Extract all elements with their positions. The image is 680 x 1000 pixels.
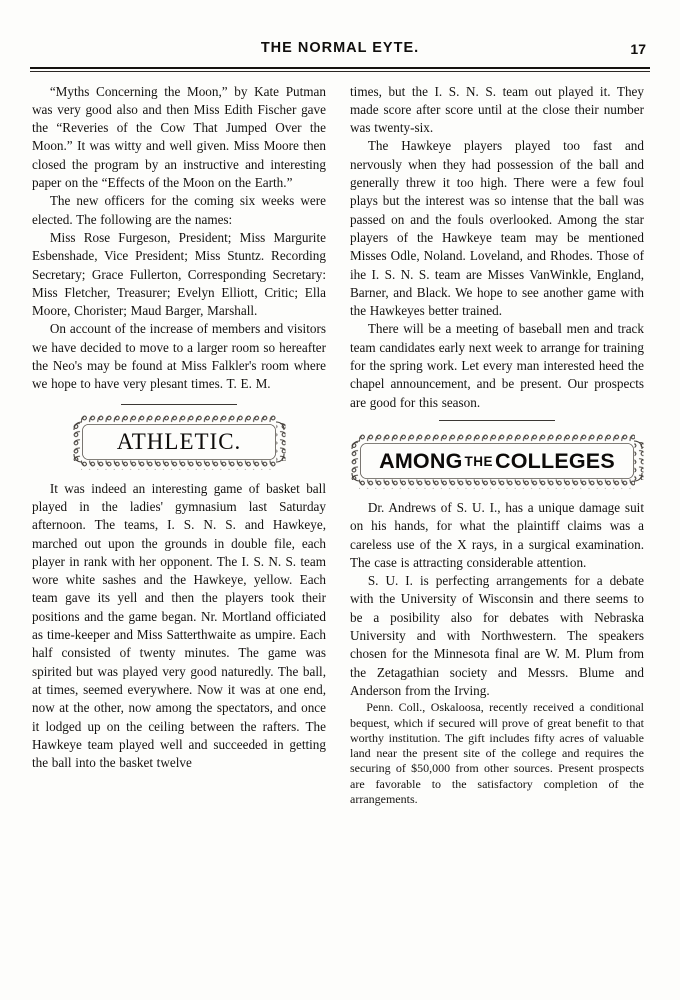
right-column bbox=[350, 83, 644, 808]
heading-word-among: AMONG bbox=[379, 448, 463, 473]
among-the-colleges-heading-label bbox=[350, 433, 644, 490]
paragraph: There will be a meeting of baseball men and track team candidates early next week to arrange for training for the spring work. Let every man interested heed the chapel announcement, and be present. Our prospects are good for this season. bbox=[350, 321, 644, 410]
section-divider-rule bbox=[121, 404, 237, 405]
paragraph: S. U. I. is perfecting arrangements for a debate with the University of Wisconsin and there seems to be a posibility also for debates with Nebraska University and with Northwestern. The speakers chosen for the Minnesota final are W. M. Plum from the Zetagathian society and Messrs. Blume and Anderson from the Irving. bbox=[350, 573, 644, 698]
section-divider-rule bbox=[439, 420, 555, 421]
paragraph: It was indeed an interesting game of basket ball played in the ladies' gymnasium last Saturday afternoon. The teams, I. S. N. S. and Hawkeye, marched out upon the grounds in double file, each player in rank with her opponent. The I. S. N. S. team wore white sashes and the Hawkeye, yellow. Each team gave its yell and then the players took their positions and the game began. Nr. Mortland officiated as time-keeper and Miss Satterthwaite as umpire. Each half consisted of twenty minutes. The game was spirited but was played very good naturedly. The ball, at times, seemed everywhere. Now it was at one end, now at the other, now among the spectators, and once it lodged up on the ceiling between the rafters. The Hawkeye team played well and succeeded in getting the ball into the basket twelve bbox=[32, 480, 326, 771]
page-number: 17 bbox=[630, 41, 646, 57]
paragraph-small: Penn. Coll., Oskaloosa, recently received a conditional bequest, which if secured will prove of great benefit to that worthy institution. The gift includes fifty acres of valuable land near the present site of the college and requires the securing of $50,000 from other sources. Present prospects are favorable to the satisfactory completion of the arrangements. bbox=[350, 700, 644, 806]
athletic-heading-box bbox=[72, 414, 286, 470]
heading-word-the: THE bbox=[464, 453, 494, 469]
paragraph: On account of the increase of members and visitors we have decided to move to a larger room so hereafter the Neo's may be found at Miss Falkler's room where we hope to have very plesant times. T. E. M. bbox=[32, 321, 326, 392]
among-the-colleges-heading-box bbox=[350, 433, 644, 489]
body-columns bbox=[0, 72, 680, 808]
athletic-heading-label: ATHLETIC. bbox=[116, 428, 242, 454]
heading-word-colleges: COLLEGES bbox=[495, 448, 615, 473]
running-head bbox=[0, 0, 680, 62]
paragraph: The new officers for the coming six weeks were elected. The following are the names: bbox=[32, 193, 326, 227]
left-column bbox=[32, 83, 326, 808]
page-title: THE NORMAL EYTE. bbox=[260, 40, 420, 56]
paragraph: “Myths Concerning the Moon,” by Kate Putman was very good also and then Miss Edith Fischer gave the “Reveries of the Cow That Jumped Over the Moon.” It was witty and well given. Miss Moore then closed the program by an instructive and interesting paper on the “Effects of the Moon on the Earth.” bbox=[32, 83, 326, 191]
paragraph: Miss Rose Furgeson, President; Miss Margurite Esbenshade, Vice President; Miss Stuntz. Recording Secretary; Grace Fullerton, Corresponding Secretary: Miss Fletcher, Treasurer; Evelyn Elliott, Critic; Ella Moore, Chorister; Maud Barger, Marshall. bbox=[32, 229, 326, 319]
paragraph: times, but the I. S. N. S. team out played it. They made score after score until at the close their number was twenty-six. bbox=[350, 83, 644, 136]
paragraph: Dr. Andrews of S. U. I., has a unique damage suit on his hands, for what the plaintiff claims was a careless use of the X rays, in a surgical examination. The case is attracting considerable attention. bbox=[350, 499, 644, 570]
paragraph: The Hawkeye players played too fast and nervously when they had possession of the ball and generally threw it too high. There were a few foul plays but the interest was so intense that the ball was passed on and the fouls overlooked. Among the star players of the Hawkeye team may be mentioned Misses Odle, Noland. Loveland, and Rhodes. Those of ihe I. S. N. S. team are Misses VanWinkle, England, Barner, and Black. We hope to see another game with the Hawkeyes better trained. bbox=[350, 138, 644, 319]
